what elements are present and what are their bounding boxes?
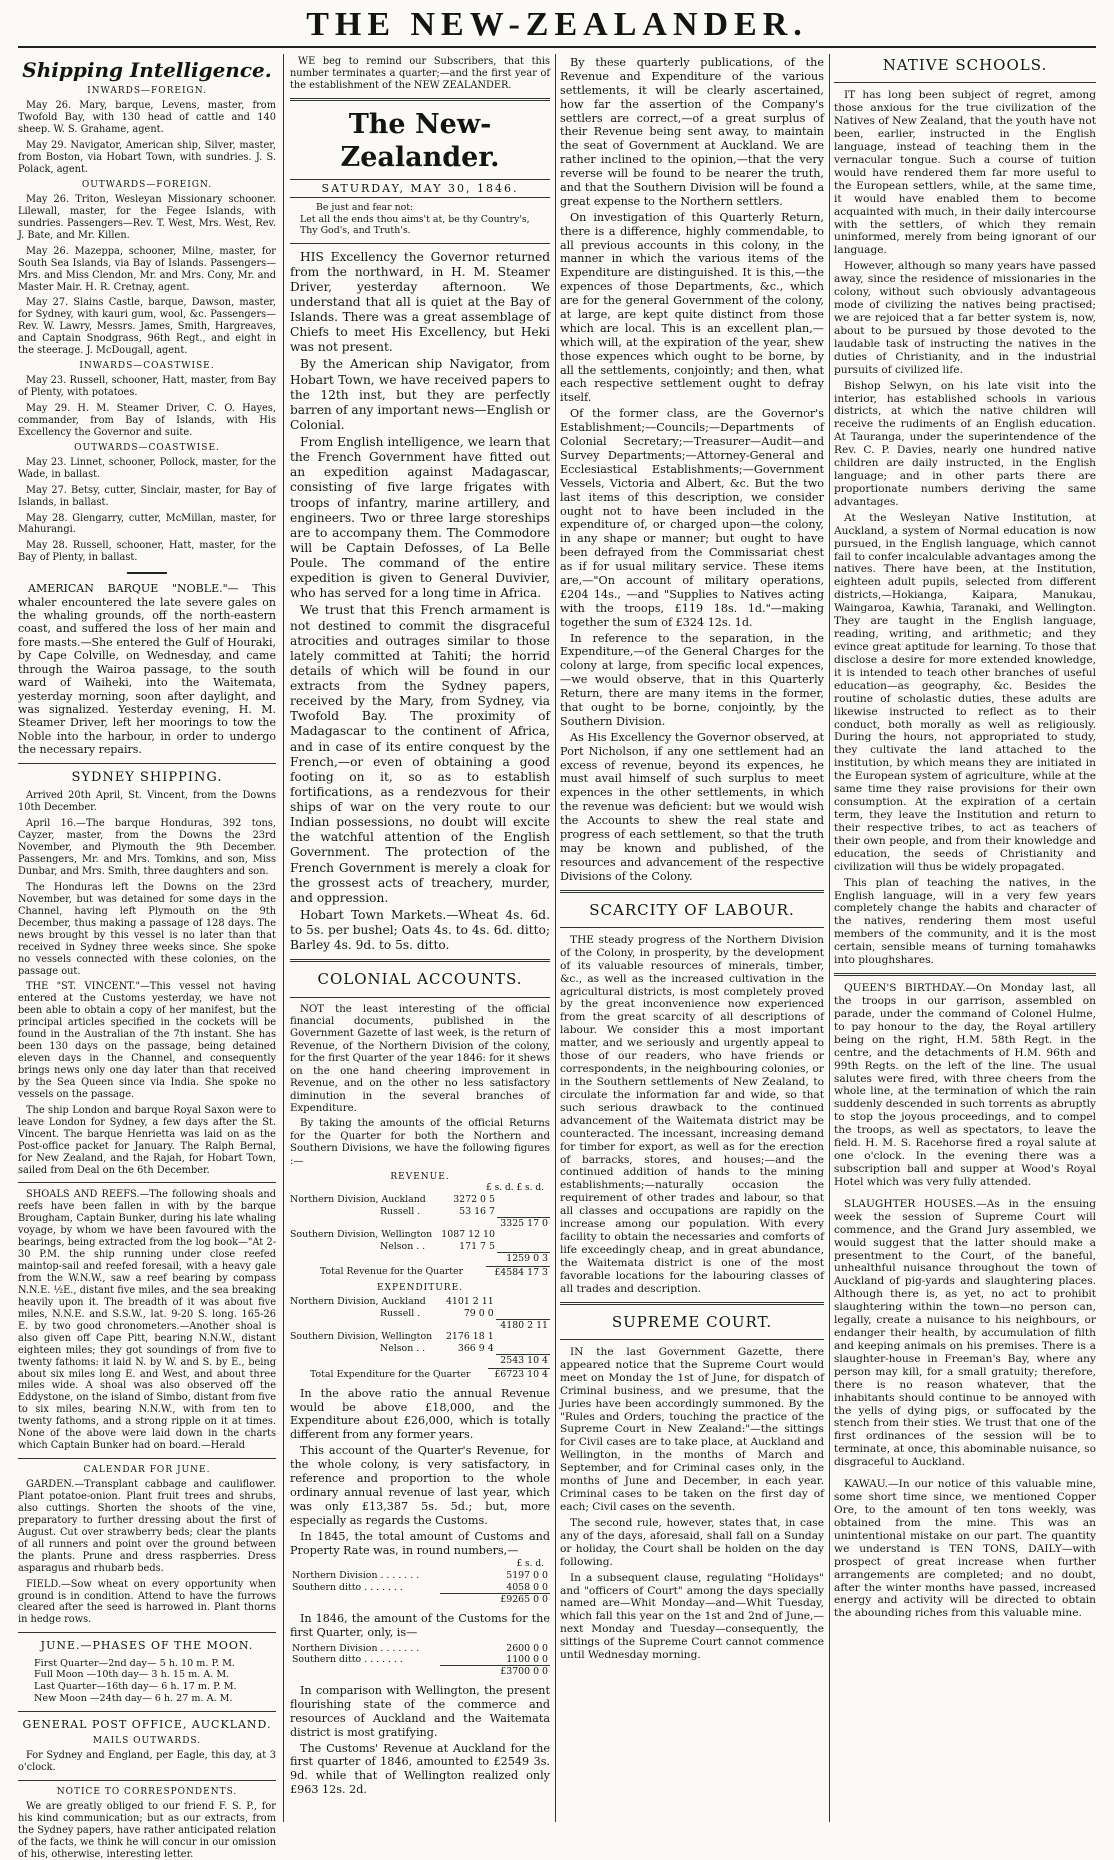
table-cell: Northern Division . . . . . . . — [292, 1642, 420, 1654]
column-1 — [18, 56, 276, 1860]
outwards-foreign-heading: OUTWARDS—FOREIGN. — [81, 179, 213, 190]
table-cell: 2176 18 1 — [445, 1331, 494, 1343]
table-cell — [497, 1241, 550, 1252]
table-row — [290, 1308, 550, 1319]
list-item: HIS Excellency the Governor returned from the northward, in H. M. Steamer Driver, yesterday afternoon. We understand that all is quiet at the Bay of Islands. There was a great assemblage of Chiefs to meet His Excellency, but Heki was not present. — [290, 249, 550, 355]
table-row — [290, 1331, 550, 1342]
table-cell — [497, 1229, 550, 1240]
list-item: We trust that this French armament is not destined to commit the disgraceful atrocities and outrages similar to those lately committed at Tahiti; the horrid details of which will be found in our extracts from the Sydney papers, received by the Mary, from Sydney, via Twofold Bay. The proximity of Madagascar to the continent of Africa, and in case of its entire conquest by the French,—or even of obtaining a good footing on it, so as to establish fortifications, as a rendezvous for their ships of war on the very route to our Indian possessions, no doubt will excite the watchful attention of the English Government. The protection of the French Government is merely a cloak for the grossest acts of treachery, murder, and oppression. — [290, 603, 550, 905]
table-cell: 1087 12 10 — [441, 1229, 495, 1241]
table-cell: 4180 2 11 — [496, 1319, 550, 1331]
table-cell — [290, 1354, 441, 1366]
list-item: The Honduras left the Downs on the 23rd November, but was detained for some days in the Channel, having left Plymouth on the 9th December, thus making a passage of 128 days. The news brought by this vessel is no later than that received in Sydney three weeks since. She spoke no vessels connected with these colonies, on the passage out. — [18, 881, 276, 977]
after-paras — [290, 1387, 550, 1558]
table-cell: 5197 0 0 — [506, 1570, 548, 1582]
table-cell — [441, 1319, 495, 1331]
expenditure-total — [290, 1368, 550, 1380]
table-row — [290, 1643, 550, 1654]
expenditure-table — [290, 1296, 550, 1366]
list-item: The second rule, however, states that, in case any of the days, aforesaid, shall fall on a Sunday or holiday, the Court shall be holden on the day following. — [560, 1516, 824, 1568]
newspaper-title: THE NEW-ZEALANDER. — [306, 6, 808, 43]
table-row — [290, 1252, 550, 1264]
separator — [560, 927, 824, 928]
inwards-foreign-heading: INWARDS—FOREIGN. — [87, 86, 207, 97]
expenditure-total-value: £6723 10 4 — [488, 1369, 550, 1381]
separator — [834, 82, 1096, 83]
table-cell: 3272 0 5 — [453, 1194, 495, 1206]
table-cell: Nelson . . — [380, 1240, 426, 1252]
table-cell: 79 0 0 — [463, 1307, 494, 1319]
moon-phases — [18, 1658, 276, 1705]
separator — [560, 890, 824, 893]
customs-1845-header: £ s. d. — [516, 1559, 544, 1570]
table-cell: 366 9 4 — [457, 1342, 494, 1354]
list-item: However, although so many years have passed away, since the residence of missionaries in the colony, without such obviously advantageous mode of civilizing the natives being practised; we are rejoiced that a far better system is, now, about to be pursued by those devoted to the laudable task of instructing the natives in the duties of Christianity, and in the industrial pursuits of civilized life. — [834, 260, 1096, 376]
customs-1846-table — [290, 1643, 550, 1666]
court-heading: SUPREME COURT. — [611, 1312, 773, 1331]
inwards-foreign-list — [18, 100, 276, 176]
revenue-total-label: Total Revenue for the Quarter — [320, 1266, 464, 1278]
table-row — [290, 1570, 550, 1581]
list-item: Last Quarter—16th day— 6 h. 17 m. P. M. — [34, 1681, 237, 1693]
list-item: In comparison with Wellington, the present flourishing state of the commerce and resources of Auckland and the Waitemata district is most gratifying. — [290, 1683, 550, 1739]
separator — [18, 1182, 276, 1183]
list-item: This plan of teaching the natives, in the English language, will in a very few years completely change the habits and character of the natives, rendering them most useful members of the community, and it is the most certain, sensible means of turning tomahawks into ploughshares. — [834, 876, 1096, 967]
colonial-heading: COLONIAL ACCOUNTS. — [317, 970, 523, 989]
notice-heading: NOTICE TO CORRESPONDENTS. — [56, 1786, 238, 1797]
schools-heading: NATIVE SCHOOLS. — [882, 56, 1048, 74]
list-item: The Customs' Revenue at Auckland for the first quarter of 1846, amounted to £2549 3s. 9d. while that of Wellington realized only £963 12s. 2d. — [290, 1741, 550, 1797]
list-item: May 27. Betsy, cutter, Sinclair, master, for Bay of Islands, in ballast. — [18, 484, 276, 508]
list-item: In 1845, the total amount of Customs and Property Rate was, in round numbers,— — [290, 1529, 550, 1557]
list-item: April 16.—The barque Honduras, 392 tons, Cayzer, master, from the Downs the 23rd November, and Plymouth the 9th December. Passengers, Mr. and Mrs. Tomkins, and son, Miss Dunbar, and Mrs. Smith, three daughters and son. — [18, 818, 276, 878]
list-item: The ship London and barque Royal Saxon were to leave London for Sydney, a few days after the St. Vincent. The barque Henrietta was laid on as the Post-office packet for January. The Ralph Bernal, for New Zealand, and the Rajah, for Hobart Town, sailed from Deal on the 6th December. — [18, 1104, 276, 1176]
list-item: Hobart Town Markets.—Wheat 4s. 6d. to 5s. per bushel; Oats 4s. to 4s. 6d. ditto; Barley 4s. 9d. to 5s. ditto. — [290, 907, 550, 953]
table-cell — [496, 1343, 550, 1354]
table-cell: 1100 0 0 — [506, 1654, 548, 1666]
editorial-plate: The New-Zealander. — [340, 108, 500, 173]
list-item: GARDEN.—Transplant cabbage and cauliflower. Plant potatoe-onion. Plant fruit trees and shrubs, also cuttings. Shorten the shoots of the vine, preparatory to further dressing about the first of August. Cut over strawberry beds; clear the plants of all runners and point over the ground between the plants. Prune and dress raspberries. Dress asparagus and rhubarb beds. — [18, 1479, 276, 1574]
table-cell: Southern ditto . . . . . . . — [292, 1654, 403, 1666]
column-4 — [834, 56, 1096, 1822]
table-cell — [496, 1308, 550, 1319]
list-item: May 28. Glengarry, cutter, McMillan, master, for Mahurangi. — [18, 512, 276, 536]
motto-line-3: Thy God's, and Truth's. — [300, 225, 411, 237]
inwards-coastwise-heading: INWARDS—COASTWISE. — [79, 361, 215, 372]
customs-1846-total: £3700 0 0 — [440, 1665, 550, 1677]
table-cell — [496, 1296, 550, 1307]
table-cell: 3325 17 0 — [497, 1217, 550, 1229]
separator — [560, 1302, 824, 1305]
sydney-paras — [18, 790, 276, 1176]
motto-line-2: Let all the ends thou aims't at, be thy Country's, — [300, 213, 530, 225]
table-row — [290, 1354, 550, 1366]
table-cell: Nelson . . — [380, 1342, 426, 1354]
post-heading: GENERAL POST OFFICE, AUCKLAND. — [22, 1717, 272, 1731]
table-row — [290, 1217, 550, 1229]
list-item: From English intelligence, we learn that the French Government have fitted out an expedition against Madagascar, consisting of five large frigates with troops of infantry, marine artillery, and engineers. Two or three large storeships are to accompany them. The Commodore will be Captain Defosses, of La Belle Poule. The command of the entire expedition is given to General Duvivier, who has served for a long time in Africa. — [290, 435, 550, 601]
post-text: For Sydney and England, per Eagle, this day, at 3 o'clock. — [18, 1749, 276, 1773]
revenue-label: REVENUE. — [390, 1172, 450, 1183]
table-cell — [496, 1331, 550, 1342]
list-item: IT has long been subject of regret, among those anxious for the true civilization of the Natives of New Zealand, that the youth have not been, earlier, instructed in the English language, instead of teaching them in the vernacular tongue. Such a course of tuition would have rendered them far more useful to the European settlers, while, at the same time, it would have enabled them to become acquainted with much, in their daily intercourse with the settlers, of which they remain uninformed, merely from being ignorant of our language. — [834, 89, 1096, 257]
expenditure-total-label: Total Expenditure for the Quarter — [310, 1368, 471, 1380]
schools-paras — [834, 89, 1096, 967]
list-item: In reference to the separation, in the Expenditure,—of the General Charges for the colony at large, from specific local expences,—we would observe, that in this Quarterly Return, there are many items in the former, that ought to be borne, conjointly, by the Southern Division. — [560, 631, 824, 728]
table-cell: 4058 0 0 — [506, 1581, 548, 1593]
table-row — [290, 1229, 550, 1240]
table-cell: Russell . — [380, 1205, 421, 1217]
list-item: May 26. Mary, barque, Levens, master, from Twofold Bay, with 130 head of cattle and 140 sheep. W. S. Grahame, agent. — [18, 100, 276, 136]
table-row — [290, 1343, 550, 1354]
table-cell: Northern Division, Auckland — [290, 1194, 426, 1206]
outwards-foreign-list — [18, 194, 276, 357]
separator — [290, 243, 550, 244]
list-item: Bishop Selwyn, on his late visit into the interior, has established schools in various districts, at which the native children will receive the rudiments of an English education. At Tauranga, under the superintendence of the Rev. C. P. Davies, nearly one hundred native children are daily instructed, in the English language; and in other parts there are proportionate numbers deriving the same advantages. — [834, 379, 1096, 508]
birthday-article: QUEEN'S BIRTHDAY.—On Monday last, all the troops in our garrison, assembled on parade, under the command of Colonel Hulme, to pay honour to the day, the Royal artillery being on the right, H.M. 58th Regt. in the centre, and the detachments of H.M. 96th and 99th Regts. on the left of the line. The usual salutes were fired, with three cheers from the whole line, at the termination of which the rain suddenly descended in such torrents as abruptly to stop the joyous proceedings, and to compel the troops, as well as spectators, to leave the field. H. M. S. Racehorse fired a royal salute at one o'clock. In the evening there was a subscription ball and supper at Wood's Royal Hotel which was very fully attended. — [834, 982, 1096, 1188]
noble-article: AMERICAN BARQUE "NOBLE."— This whaler encountered the late severe gales on the whaling grounds, off the north-eastern coast, and suffered the loss of her main and fore masts.—She entered the Gulf of Houraki, by Cape Colville, on Wednesday, and came through the Wairoa passage, to the south ward of Waiheki, into the Waitemata, yesterday morning, soon after daylight, and was signalized. Yesterday evening, H. M. Steamer Driver, left her moorings to tow the Noble into the harbour, in order to undergo the necessary repairs. — [18, 582, 276, 757]
table-row — [290, 1654, 550, 1665]
table-row — [290, 1582, 550, 1593]
table-row — [290, 1194, 550, 1205]
table-cell: Northern Division . . . . . . . — [292, 1570, 420, 1582]
table-cell — [290, 1252, 438, 1264]
list-item: May 26. Triton, Wesleyan Missionary schooner. Lilewall, master, for the Fegee Islands, with sundries. Passengers—Rev. T. West, Mrs. West, Rev. J. Bate, and Mr. Killen. — [18, 193, 276, 241]
subscriber-notice: WE beg to remind our Subscribers, that this number terminates a quarter;—and the first year of the establishment of the NEW ZEALANDER. — [290, 56, 550, 91]
calendar-heading: CALENDAR FOR JUNE. — [83, 1465, 211, 1476]
table-cell — [290, 1217, 438, 1229]
table-cell: 2543 10 4 — [496, 1354, 550, 1366]
list-item: THE "ST. VINCENT."—This vessel not having entered at the Customs yesterday, we have not been able to obtain a copy of her manifest, but the principal articles specified in the cockets will be found in the Australian of the 7th instant. She has been 130 days on the passage, being detained eleven days in the Channel, and consequently brings news only one day later than that received by the Sea Queen since via India. She spoke no vessels on the passage. — [18, 981, 276, 1100]
customs-1845-table — [290, 1570, 550, 1593]
separator — [18, 1632, 276, 1633]
table-row — [290, 1206, 550, 1217]
list-item: This account of the Quarter's Revenue, for the whole colony, is very satisfactory, in reference and proportion to the whole ordinary annual revenue of last year, which was only £13,387 5s. 5d.; but, more especially as regards the Customs. — [290, 1444, 550, 1527]
list-item: By the American ship Navigator, from Hobart Town, we have received papers to the 12th inst, but they are perfectly barren of any important news—English or Colonial. — [290, 357, 550, 432]
list-item: May 29. H. M. Steamer Driver, C. O. Hayes, commander, from Bay of Islands, with His Excellency the Governor and suite. — [18, 402, 276, 438]
separator — [127, 572, 167, 574]
table-cell: Russell . — [380, 1307, 421, 1319]
table-cell: 4101 2 11 — [445, 1296, 494, 1308]
table-cell: Southern Division, Wellington — [290, 1229, 433, 1241]
list-item: Of the former class, are the Governor's Establishment;—Councils;—Departments of Colonial Secretary;—Treasurer—Audit—and Survey Departments;—Attorney-General and Ecclesiastical Establishments;—Government Vessels, Victoria and Albert, &c. But the two last items of this description, we consider ought not to have been included in the expenditure of, or charged upon—the colony, in any shape or manner; but ought to have been defrayed from the Commissariat chest as if for usual military service. These items are,—"On account of military operations, £204 14s., —and "Supplies to Natives acting with the troops, £119 18s. 1d."—making together the sum of £324 12s. 1d. — [560, 407, 824, 629]
revenue-total — [290, 1266, 550, 1278]
table-cell: Southern ditto . . . . . . . — [292, 1581, 403, 1593]
column-2 — [290, 56, 550, 1822]
table-row — [290, 1319, 550, 1331]
kawau-article: KAWAU.—In our notice of this valuable mine, some short time since, we mentioned Copper Ore, to the amount of ten tons weekly, was obtained from the mine. This was an unintentional mistake on our part. The quantity we understand is TEN TONS, DAILY—with prospect of great increase when further arrangements are completed; and no doubt, after the winter months have passed, increased energy and activity will be directed to obtain the abounding riches from this valuable mine. — [834, 1478, 1096, 1620]
list-item: At the Wesleyan Native Institution, at Auckland, a system of Normal education is now pursued, in the English language, which cannot fail to confer incalculable advantages among the natives. There have been, at the Institution, eighteen adult pupils, selected from different districts,—Hokianga, Kaipara, Manukau, Waingaroa, Kawhia, Taranaki, and Wellington. They are taught in the English language, reading, writing, and arithmetic; and they evince great aptitude for learning. To those that disclose a desire for more extended knowledge, it is intended to teach other branches of useful education—as geography, &c. Besides the routine of scholastic duties, these adults are likewise instructed to reflect as to their conduct, both morally as well as religiously. During the hours, not appropriated to study, they cultivate the land attached to the institution, by which means they are initiated in the European system of agriculture, while at the same time they raise provisions for their own consumption. At the expiration of a certain term, they leave the Institution and return to their respective tribes, to act as teachers of their own people, and from their knowledge and education, the seeds of Christianity and civilization will thus be widely propagated. — [834, 511, 1096, 873]
list-item: May 27. Slains Castle, barque, Dawson, master, for Sydney, with kauri gum, wool, &c. Passengers—Rev. W. Lawry, Messrs. James, Smith, Hargreaves, and Captain Snodgrass, 96th Regt., and eight in the steerage. J. McDougall, agent. — [18, 297, 276, 357]
table-cell — [290, 1319, 441, 1331]
expenditure-label: EXPENDITURE. — [376, 1283, 464, 1294]
inwards-coastwise-list — [18, 375, 276, 439]
list-item: Full Moon —10th day— 3 h. 15 m. A. M. — [34, 1669, 230, 1681]
table-cell: Northern Division, Auckland — [290, 1296, 426, 1308]
column-divider — [283, 54, 284, 1822]
accounts-continued — [560, 56, 824, 884]
calendar-paras — [18, 1479, 276, 1626]
outwards-coastwise-list — [18, 457, 276, 565]
table-row — [290, 1241, 550, 1252]
separator — [18, 1711, 276, 1712]
colonial-paras — [290, 1004, 550, 1169]
list-item: New Moon —24th day— 6 h. 27 m. A. M. — [34, 1692, 233, 1704]
list-item: As His Excellency the Governor observed, at Port Nicholson, if any one settlement had an excess of revenue, beyond its expences, he must avail himself of such surplus to meet expences in the other settlements, in which the revenue was deficient: but we would wish the Accounts to shew the real state and progress of each settlement, so that the truth may be known and published, of the resources and advancement of the respective Divisions of the Colony. — [560, 730, 824, 883]
separator — [834, 973, 1096, 976]
table-cell — [441, 1354, 495, 1366]
revenue-total-value: £4584 17 3 — [486, 1266, 550, 1278]
list-item: May 28. Russell, schooner, Hatt, master, for the Bay of Plenty, in ballast. — [18, 540, 276, 564]
column-3 — [560, 56, 824, 1822]
closing-paras — [290, 1684, 550, 1797]
list-item: In a subsequent clause, regulating "Holidays" and "officers of Court" among the days specially named are—Whit Monday—and—Whit Tuesday, which fall this year on the 1st and 2nd of June,—next Monday and Tuesday—consequently, the sittings of the Supreme Court cannot commence until Wednesday morning. — [560, 1571, 824, 1662]
sydney-heading: SYDNEY SHIPPING. — [71, 769, 223, 785]
column-divider — [555, 54, 556, 1822]
post-subheading: MAILS OUTWARDS. — [92, 1735, 202, 1746]
table-cell: 53 16 7 — [459, 1205, 495, 1217]
slaughter-article: SLAUGHTER HOUSES.—As in the ensuing week the session of Supreme Court will commence, and the Grand Jury assembled, we would suggest that the latter should make a presentment to the Court, of the baneful, unhealthful nuisance throughout the town of Auckland of pig-yards and slaughtering places. Although there is, as yet, no act to prohibit slaughtering within the town—no person can, legally, create a nuisance to his neighbours, or endanger their health, by accumulation of filth and keeping animals on his premises. There is a slaughter-house in Freeman's Bay, where any person may kill, for a small gratuity; therefore, there is no reason whatever, that the inhabitants should continue to be annoyed with the yells of dying pigs, or suffocated by the stench from their sties. We trust that one of the first ordinances of the session will be to terminate, at once, this abominable nuisance, so disgraceful to Auckland. — [834, 1197, 1096, 1469]
masthead-rule — [18, 46, 1096, 48]
lsd-header: £ s. d. £ s. d. — [486, 1183, 544, 1194]
motto-line-1: Be just and fear not: — [316, 202, 414, 214]
separator — [290, 959, 550, 962]
labour-heading: SCARCITY OF LABOUR. — [589, 900, 795, 919]
notice-text: We are greatly obliged to our friend F. S. P., for his kind communication; but as our extracts, from the Sydney papers, have rather anticipated relation of the facts, we think he will concur in our omission of his, otherwise, interesting letter. — [18, 1800, 276, 1860]
list-item: May 23. Russell, schooner, Hatt, master, from Bay of Plenty, with potatoes. — [18, 375, 276, 399]
list-item: NOT the least interesting of the official financial documents, published in the Government Gazette of last week, is the return of Revenue, of the Northern Division of the colony, for the first Quarter of the year 1846: for it shews on the one hand cheering improvement in Revenue, and on the other no less satisfactory diminution in the several branches of Expenditure. — [290, 1003, 550, 1115]
table-cell: 2600 0 0 — [506, 1642, 548, 1654]
lead-editorial — [290, 250, 550, 954]
masthead — [0, 0, 1114, 50]
labour-article: THE steady progress of the Northern Division of the Colony, in prosperity, by the development of its valuable resources of minerals, timber, &c., as well as the increased cultivation in the agricultural districts, is most completely proved by the great inconvenience now experienced from the great scarcity of all descriptions of labour. We consider this a most important matter, and we seriously and urgently appeal to those of our readers, who have friends or correspondents, in the neighbouring colonies, or in the Southern settlements of New Zealand, to circulate the information far and wide, so that such serious drawback to the continued advancement of the Waitemata district may be counteracted. The incessant, increasing demand for timber for export, as well as for the erection of barracks, stores, and houses;—and the continued addition of hands to the mining establishments;—naturally occasion the requirement of other trades and labour, so that all classes and occupations are rapidly on the increase among our population. With every facility to obtain the necessaries and comforts of life exceedingly cheap, and in great abundance, the Waitemata district is one of the most favorable locations for the labouring classes of all trades and description. — [560, 933, 824, 1295]
list-item: By taking the amounts of the official Returns for the Quarter for both the Northern and Southern Divisions, we have the following figures :— — [290, 1118, 550, 1167]
table-row — [290, 1296, 550, 1307]
court-paras — [560, 1346, 824, 1662]
list-item: First Quarter—2nd day— 5 h. 10 m. P. M. — [34, 1657, 235, 1669]
separator — [18, 1458, 276, 1459]
list-item: May 23. Linnet, schooner, Pollock, master, for the Wade, in ballast. — [18, 456, 276, 480]
shipping-heading: Shipping Intelligence. — [22, 58, 272, 82]
list-item: Arrived 20th April, St. Vincent, from the Downs 10th December. — [18, 790, 276, 814]
separator — [18, 1780, 276, 1781]
separator — [18, 763, 276, 764]
outwards-coastwise-heading: OUTWARDS—COASTWISE. — [74, 442, 220, 453]
table-cell — [497, 1206, 550, 1217]
para-1846: In 1846, the amount of the Customs for the first Quarter, only, is— — [290, 1611, 550, 1639]
table-cell — [497, 1194, 550, 1205]
separator — [290, 98, 550, 101]
list-item: On investigation of this Quarterly Return, there is a difference, highly commendable, to all previous accounts in this colony, in the manner in which the various items of the Expenditure are distinguished. It is this,—the expences of those Departments, &c., which are for the general Government of the colony, at large, are kept quite distinct from those which are local. This is an excellent plan,—which will, at the expiration of the year, shew those expences which ought to be borne, by all the settlements, conjointly; and then, what each respective settlement ought to defray itself. — [560, 210, 824, 405]
separator — [290, 997, 550, 998]
list-item: May 29. Navigator, American ship, Silver, master, from Boston, via Hobart Town, with sundries. J. S. Polack, agent. — [18, 140, 276, 176]
list-item: May 26. Mazeppa, schooner, Milne, master, for South Sea Islands, via Bay of Islands. Passengers—Mrs. and Miss Clendon, Mr. and Mrs. Cony, Mr. and Master Mair. H. R. Cretnay, agent. — [18, 245, 276, 293]
issue-date: SATURDAY, MAY 30, 1846. — [290, 179, 550, 198]
list-item: In the above ratio the annual Revenue would be above £18,000, and the Expenditure about £26,000, which is totally different from any former years. — [290, 1386, 550, 1442]
list-item: By these quarterly publications, of the Revenue and Expenditure of the various settlements, it will be clearly ascertained, how far the assertion of the Company's settlers are correct,—of a great surplus of their Revenue being sent away, to maintain the seat of Government at Auckland. We are rather inclined to the opinion,—that the very reverse will be found to be nearer the truth, and that the Southern Division will be found a great expense to the Northern settlers. — [560, 56, 824, 208]
list-item: FIELD.—Sow wheat on every opportunity when ground is in condition. Attend to have the furrows cleared after the seed is harrowed in. Plant thorns in hedge rows. — [18, 1578, 276, 1626]
revenue-table — [290, 1194, 550, 1264]
separator — [560, 1339, 824, 1340]
table-cell — [438, 1217, 497, 1229]
shoals-article: SHOALS AND REEFS.—The following shoals and reefs have been fallen in with by the barque Brougham, Captain Bunker, during his late whaling voyage, by whom we have been favoured with the bearings, being extracted from the log book—"At 2-30 P.M. the ship running under close reefed maintop-sail and reefed foresail, with a heavy gale from the W.N.W., saw a reef bearing by compass N.N.E. ½E., distant five miles, and the sea breaking heavily upon it. The breadth of it was about five miles, N.N.E. and S.S.W., lat. 9-20 S. long. 165-26 E. by two good chronometers.—Another shoal is also given off Cape Pitt, bearing N.N.W., distant eighteen miles; they got soundings of from five to twenty fathoms: it laid N. by W. and S. by E., being about six miles long E. and West, and about three miles wide. A shoal was also observed off the Eddystone, on the island of Simbo, distant from five to six miles, bearing N.N.W., with from ten to twenty fathoms, and a strong ripple on it at times. None of the above were laid down in the charts which Captain Bunker had on board.—Herald — [18, 1189, 276, 1452]
table-cell — [438, 1252, 497, 1264]
table-cell: Southern Division, Wellington — [290, 1331, 433, 1343]
customs-1845-total: £9265 0 0 — [440, 1593, 550, 1605]
table-cell: 171 7 5 — [459, 1240, 495, 1252]
list-item: IN the last Government Gazette, there appeared notice that the Supreme Court would meet on Monday the 1st of June, for dispatch of Criminal business, and we presume, that the Juries have been accordingly summoned. By the "Rules and Orders, touching the practice of the Supreme Court in New Zealand:"—the sittings for Civil cases are to take place, at Auckland and Wellington, in the months of March and September, and for Criminal cases only, in the months of June and December, in each year. Criminal cases to be taken on the first day of each; Civil cases on the seventh. — [560, 1345, 824, 1514]
moon-heading: JUNE.—PHASES OF THE MOON. — [40, 1639, 254, 1653]
table-cell: 1259 0 3 — [497, 1252, 550, 1264]
column-divider — [829, 54, 830, 1822]
